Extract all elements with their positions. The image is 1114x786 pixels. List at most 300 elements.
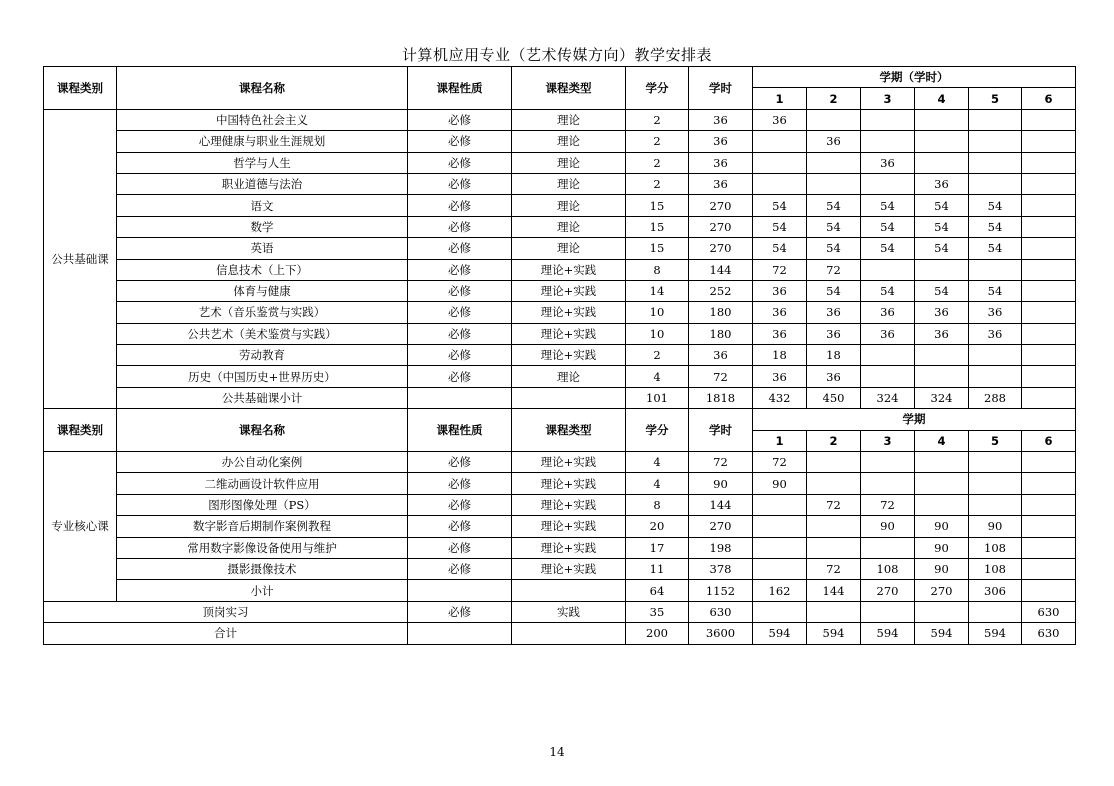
term-hours-5: 306 [969,580,1022,601]
course-type: 理论 [512,195,626,216]
term-hours-3: 270 [861,580,915,601]
course-credits: 64 [626,580,689,601]
course-name: 心理健康与职业生涯规划 [117,131,408,152]
term-hours-3 [861,345,915,366]
course-hours: 252 [689,280,753,301]
course-hours: 378 [689,558,753,579]
course-nature [408,580,512,601]
term-hours-3: 54 [861,195,915,216]
term-hours-1 [753,601,807,622]
course-type: 理论+实践 [512,516,626,537]
course-name: 艺术（音乐鉴赏与实践） [117,302,408,323]
course-nature: 必修 [408,195,512,216]
course-name: 职业道德与法治 [117,173,408,194]
term-hours-5 [969,259,1022,280]
col-header-credits: 学分 [626,409,689,452]
term-hours-4 [915,452,969,473]
course-nature: 必修 [408,131,512,152]
course-type: 理论 [512,238,626,259]
course-name: 哲学与人生 [117,152,408,173]
term-hours-5: 54 [969,216,1022,237]
term-hours-5 [969,494,1022,515]
header-row [44,67,1076,88]
term-hours-2 [807,516,861,537]
course-nature: 必修 [408,473,512,494]
term-hours-5 [969,345,1022,366]
term-hours-6 [1022,216,1076,237]
term-hours-1: 162 [753,580,807,601]
col-header-term-3: 3 [861,88,915,109]
term-hours-1: 72 [753,452,807,473]
term-hours-6 [1022,323,1076,344]
course-nature: 必修 [408,152,512,173]
course-hours: 630 [689,601,753,622]
term-hours-5 [969,152,1022,173]
course-type: 理论 [512,173,626,194]
term-hours-1: 54 [753,238,807,259]
term-hours-2: 72 [807,558,861,579]
term-hours-3 [861,473,915,494]
course-type: 理论 [512,109,626,130]
course-hours: 72 [689,452,753,473]
course-nature: 必修 [408,173,512,194]
course-type [512,387,626,408]
term-hours-5: 54 [969,195,1022,216]
course-credits: 35 [626,601,689,622]
term-hours-3 [861,537,915,558]
term-hours-2: 36 [807,131,861,152]
col-header-semester-hours: 学期（学时） [753,67,1076,88]
course-row [44,195,1076,216]
course-hours: 72 [689,366,753,387]
course-type: 理论 [512,152,626,173]
course-type: 实践 [512,601,626,622]
course-type [512,623,626,644]
term-hours-2: 72 [807,259,861,280]
course-hours: 180 [689,323,753,344]
term-hours-2 [807,452,861,473]
term-hours-6 [1022,131,1076,152]
subtotal-label: 公共基础课小计 [117,387,408,408]
col-header-name: 课程名称 [117,67,408,110]
course-name: 二维动画设计软件应用 [117,473,408,494]
course-nature: 必修 [408,537,512,558]
term-hours-1: 18 [753,345,807,366]
term-hours-2 [807,152,861,173]
course-type: 理论+实践 [512,473,626,494]
term-hours-2: 54 [807,238,861,259]
term-hours-5 [969,473,1022,494]
term-hours-6 [1022,259,1076,280]
term-hours-2: 54 [807,280,861,301]
course-nature: 必修 [408,452,512,473]
course-row [44,558,1076,579]
course-row [44,259,1076,280]
term-hours-2: 36 [807,366,861,387]
term-hours-4: 270 [915,580,969,601]
term-hours-3 [861,601,915,622]
term-hours-2: 450 [807,387,861,408]
course-hours: 270 [689,238,753,259]
term-hours-6 [1022,195,1076,216]
course-hours: 1818 [689,387,753,408]
course-nature: 必修 [408,516,512,537]
course-name: 摄影摄像技术 [117,558,408,579]
course-row [44,323,1076,344]
course-name: 劳动教育 [117,345,408,366]
col-header-type: 课程类型 [512,67,626,110]
term-hours-2 [807,473,861,494]
col-header-nature: 课程性质 [408,409,512,452]
course-name: 数字影音后期制作案例教程 [117,516,408,537]
course-type: 理论 [512,366,626,387]
term-hours-3: 36 [861,152,915,173]
term-hours-2: 18 [807,345,861,366]
header-row [44,409,1076,430]
subtotal-row [44,387,1076,408]
col-header-type: 课程类型 [512,409,626,452]
document-title: 计算机应用专业（艺术传媒方向）教学安排表 [401,46,712,64]
course-row [44,345,1076,366]
course-hours: 36 [689,173,753,194]
term-hours-5: 54 [969,238,1022,259]
term-hours-6 [1022,558,1076,579]
internship-row [44,601,1076,622]
term-hours-3 [861,131,915,152]
term-hours-4: 36 [915,302,969,323]
term-hours-6 [1022,238,1076,259]
course-name: 图形图像处理（PS） [117,494,408,515]
course-credits: 2 [626,152,689,173]
term-hours-1 [753,558,807,579]
course-credits: 15 [626,238,689,259]
course-hours: 144 [689,494,753,515]
course-type: 理论+实践 [512,323,626,344]
term-hours-3 [861,259,915,280]
col-header-category: 课程类别 [44,409,117,452]
col-header-term-4: 4 [915,88,969,109]
course-row [44,473,1076,494]
course-name: 历史（中国历史+世界历史） [117,366,408,387]
course-credits: 20 [626,516,689,537]
course-hours: 36 [689,109,753,130]
term-hours-4: 54 [915,280,969,301]
col-header-term-1: 1 [753,88,807,109]
term-hours-2: 72 [807,494,861,515]
course-hours: 36 [689,345,753,366]
course-credits: 15 [626,195,689,216]
course-hours: 1152 [689,580,753,601]
term-hours-4: 90 [915,516,969,537]
term-hours-3: 54 [861,280,915,301]
course-row [44,173,1076,194]
course-hours: 270 [689,195,753,216]
term-hours-6 [1022,473,1076,494]
term-hours-1 [753,131,807,152]
course-credits: 2 [626,131,689,152]
course-credits: 2 [626,173,689,194]
col-header-term-2: 2 [807,88,861,109]
term-hours-3: 36 [861,302,915,323]
term-hours-1: 36 [753,109,807,130]
col-header-hours: 学时 [689,409,753,452]
course-type: 理论+实践 [512,558,626,579]
term-hours-3: 324 [861,387,915,408]
col-header-credits: 学分 [626,67,689,110]
course-type: 理论+实践 [512,280,626,301]
course-nature: 必修 [408,366,512,387]
term-hours-3 [861,366,915,387]
term-hours-2: 54 [807,195,861,216]
course-nature: 必修 [408,302,512,323]
term-hours-4: 90 [915,537,969,558]
col-header-category: 课程类别 [44,67,117,110]
term-hours-4: 324 [915,387,969,408]
course-nature: 必修 [408,259,512,280]
term-hours-3: 594 [861,623,915,644]
course-row [44,366,1076,387]
term-hours-1 [753,494,807,515]
subtotal-row [44,580,1076,601]
term-hours-6 [1022,537,1076,558]
course-nature: 必修 [408,280,512,301]
term-hours-5 [969,131,1022,152]
term-hours-6 [1022,109,1076,130]
course-hours: 36 [689,131,753,152]
term-hours-4 [915,473,969,494]
term-hours-5 [969,601,1022,622]
term-hours-5: 36 [969,302,1022,323]
course-credits: 4 [626,366,689,387]
col-header-semester: 学期 [753,409,1076,430]
course-row [44,516,1076,537]
course-nature: 必修 [408,323,512,344]
term-hours-1 [753,537,807,558]
course-nature [408,623,512,644]
col-header-term-3: 3 [861,430,915,451]
term-hours-3 [861,173,915,194]
term-hours-6 [1022,452,1076,473]
term-hours-2 [807,601,861,622]
course-nature: 必修 [408,601,512,622]
course-name: 英语 [117,238,408,259]
term-hours-1: 54 [753,195,807,216]
internship-label: 顶岗实习 [44,601,408,622]
course-name: 中国特色社会主义 [117,109,408,130]
term-hours-2 [807,173,861,194]
term-hours-2: 54 [807,216,861,237]
course-row [44,494,1076,515]
course-credits: 11 [626,558,689,579]
course-type: 理论+实践 [512,345,626,366]
course-nature [408,387,512,408]
course-credits: 4 [626,473,689,494]
course-credits: 17 [626,537,689,558]
course-hours: 3600 [689,623,753,644]
course-row [44,452,1076,473]
course-name: 信息技术（上下） [117,259,408,280]
term-hours-5 [969,109,1022,130]
category-cell: 专业核心课 [44,452,117,602]
course-row [44,152,1076,173]
term-hours-5: 108 [969,558,1022,579]
course-type: 理论+实践 [512,494,626,515]
term-hours-4 [915,131,969,152]
subtotal-label: 小计 [117,580,408,601]
course-name: 常用数字影像设备使用与维护 [117,537,408,558]
course-name: 办公自动化案例 [117,452,408,473]
course-nature: 必修 [408,345,512,366]
schedule-table [43,66,1076,645]
schedule-body [44,67,1076,645]
course-row [44,109,1076,130]
term-hours-1: 72 [753,259,807,280]
term-hours-4: 36 [915,173,969,194]
course-nature: 必修 [408,109,512,130]
term-hours-3: 108 [861,558,915,579]
course-credits: 200 [626,623,689,644]
course-row [44,537,1076,558]
course-type: 理论+实践 [512,537,626,558]
term-hours-1: 36 [753,366,807,387]
course-row [44,280,1076,301]
course-hours: 270 [689,516,753,537]
course-row [44,131,1076,152]
term-hours-3 [861,452,915,473]
page-number: 14 [549,745,565,759]
term-hours-6 [1022,387,1076,408]
term-hours-4 [915,366,969,387]
term-hours-1: 36 [753,302,807,323]
term-hours-1 [753,173,807,194]
course-credits: 2 [626,109,689,130]
course-row [44,238,1076,259]
term-hours-6 [1022,580,1076,601]
term-hours-5 [969,366,1022,387]
term-hours-6 [1022,152,1076,173]
term-hours-4: 90 [915,558,969,579]
course-nature: 必修 [408,494,512,515]
col-header-term-5: 5 [969,430,1022,451]
course-hours: 180 [689,302,753,323]
term-hours-1: 54 [753,216,807,237]
course-name: 体育与健康 [117,280,408,301]
term-hours-2: 36 [807,323,861,344]
course-name: 数学 [117,216,408,237]
term-hours-3 [861,109,915,130]
course-nature: 必修 [408,238,512,259]
term-hours-1: 36 [753,280,807,301]
course-type: 理论+实践 [512,302,626,323]
course-type [512,580,626,601]
total-row [44,623,1076,644]
term-hours-5 [969,452,1022,473]
course-name: 公共艺术（美术鉴赏与实践） [117,323,408,344]
term-hours-2 [807,109,861,130]
course-credits: 4 [626,452,689,473]
term-hours-6 [1022,345,1076,366]
term-hours-3: 54 [861,238,915,259]
term-hours-5: 54 [969,280,1022,301]
col-header-term-2: 2 [807,430,861,451]
col-header-term-4: 4 [915,430,969,451]
course-hours: 198 [689,537,753,558]
course-type: 理论+实践 [512,259,626,280]
term-hours-5: 108 [969,537,1022,558]
col-header-term-5: 5 [969,88,1022,109]
course-hours: 144 [689,259,753,280]
course-hours: 36 [689,152,753,173]
col-header-hours: 学时 [689,67,753,110]
course-credits: 15 [626,216,689,237]
term-hours-3: 72 [861,494,915,515]
term-hours-2: 594 [807,623,861,644]
col-header-name: 课程名称 [117,409,408,452]
course-row [44,216,1076,237]
term-hours-6 [1022,494,1076,515]
term-hours-4 [915,152,969,173]
course-hours: 270 [689,216,753,237]
term-hours-2: 36 [807,302,861,323]
term-hours-1: 594 [753,623,807,644]
course-nature: 必修 [408,216,512,237]
course-type: 理论+实践 [512,452,626,473]
term-hours-3: 54 [861,216,915,237]
col-header-nature: 课程性质 [408,67,512,110]
term-hours-6: 630 [1022,623,1076,644]
term-hours-6 [1022,302,1076,323]
term-hours-6 [1022,366,1076,387]
term-hours-1 [753,152,807,173]
term-hours-1: 90 [753,473,807,494]
col-header-term-6: 6 [1022,88,1076,109]
term-hours-6 [1022,280,1076,301]
term-hours-4 [915,345,969,366]
course-credits: 101 [626,387,689,408]
term-hours-1: 432 [753,387,807,408]
course-name: 语文 [117,195,408,216]
term-hours-3: 36 [861,323,915,344]
term-hours-4: 54 [915,238,969,259]
term-hours-2 [807,537,861,558]
term-hours-6: 630 [1022,601,1076,622]
course-credits: 2 [626,345,689,366]
course-type: 理论 [512,131,626,152]
term-hours-4: 54 [915,195,969,216]
term-hours-1: 36 [753,323,807,344]
category-cell: 公共基础课 [44,109,117,408]
term-hours-4: 36 [915,323,969,344]
term-hours-1 [753,516,807,537]
course-credits: 8 [626,259,689,280]
term-hours-5: 288 [969,387,1022,408]
col-header-term-1: 1 [753,430,807,451]
term-hours-6 [1022,516,1076,537]
course-hours: 90 [689,473,753,494]
course-credits: 10 [626,302,689,323]
term-hours-4: 594 [915,623,969,644]
term-hours-3: 90 [861,516,915,537]
col-header-term-6: 6 [1022,430,1076,451]
term-hours-5: 594 [969,623,1022,644]
term-hours-4 [915,259,969,280]
term-hours-4 [915,494,969,515]
course-credits: 8 [626,494,689,515]
course-credits: 10 [626,323,689,344]
course-row [44,302,1076,323]
term-hours-4: 54 [915,216,969,237]
course-nature: 必修 [408,558,512,579]
